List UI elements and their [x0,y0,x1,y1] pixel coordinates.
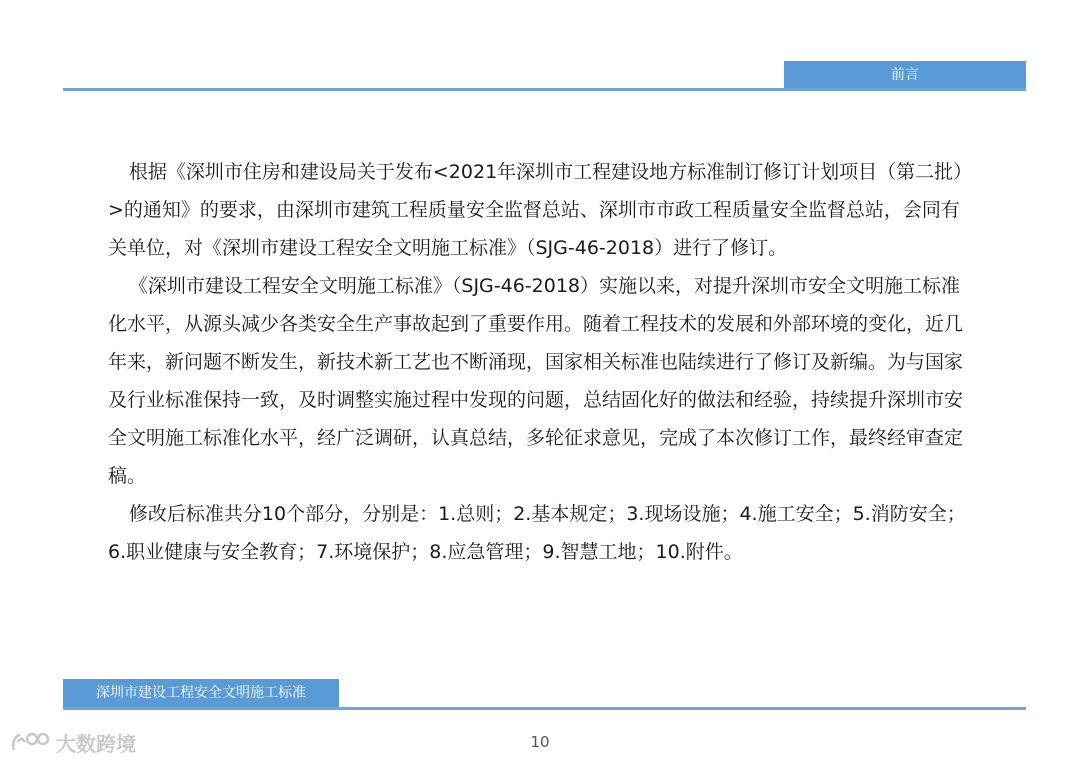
footer-divider [63,707,1026,710]
header-divider [63,88,1026,91]
footer-title-tab [63,679,339,707]
paragraph-2: 《深圳市建设工程安全文明施工标准》（SJG-46-2018）实施以来，对提升深圳市安全文明施工标准化水平，从源头减少各类安全生产事故起到了重要作用。随着工程技术的发展和外部环境的变化，近几年来，新问题不断发生，新技术新工艺也不断涌现，国家相关标准也陆续进行了修订及新编。为与国家及行业标准保持一致，及时调整实施过程中发现的问题，总结固化好的做法和经验，持续提升深圳市安全文明施工标准化水平，经广泛调研，认真总结，多轮征求意见，完成了本次修订工作，最终经审查定稿。 [108,275,964,487]
watermark-text: 大数跨境 [56,732,136,756]
paragraph-3: 修改后标准共分10个部分，分别是：1.总则；2.基本规定；3.现场设施；4.施工安全；5.消防安全；6.职业健康与安全教育；7.环境保护；8.应急管理；9.智慧工地；10.附件。 [108,503,966,563]
logo-icon [10,730,50,756]
paragraph-1: 根据《深圳市住房和建设局关于发布<2021年深圳市工程建设地方标准制订修订计划项目（第二批）>的通知》的要求，由深圳市建筑工程质量安全监督总站、深圳市市政工程质量安全监督总站，会同有关单位，对《深圳市建设工程安全文明施工标准》（SJG-46-2018）进行了修订。 [108,161,963,259]
document-title: 深圳市建设工程安全文明施工标准 [96,685,306,701]
watermark [10,728,136,757]
section-label: 前言 [891,67,919,83]
section-tab [784,61,1026,89]
page-number: 10 [530,733,550,751]
document-body [108,153,968,571]
